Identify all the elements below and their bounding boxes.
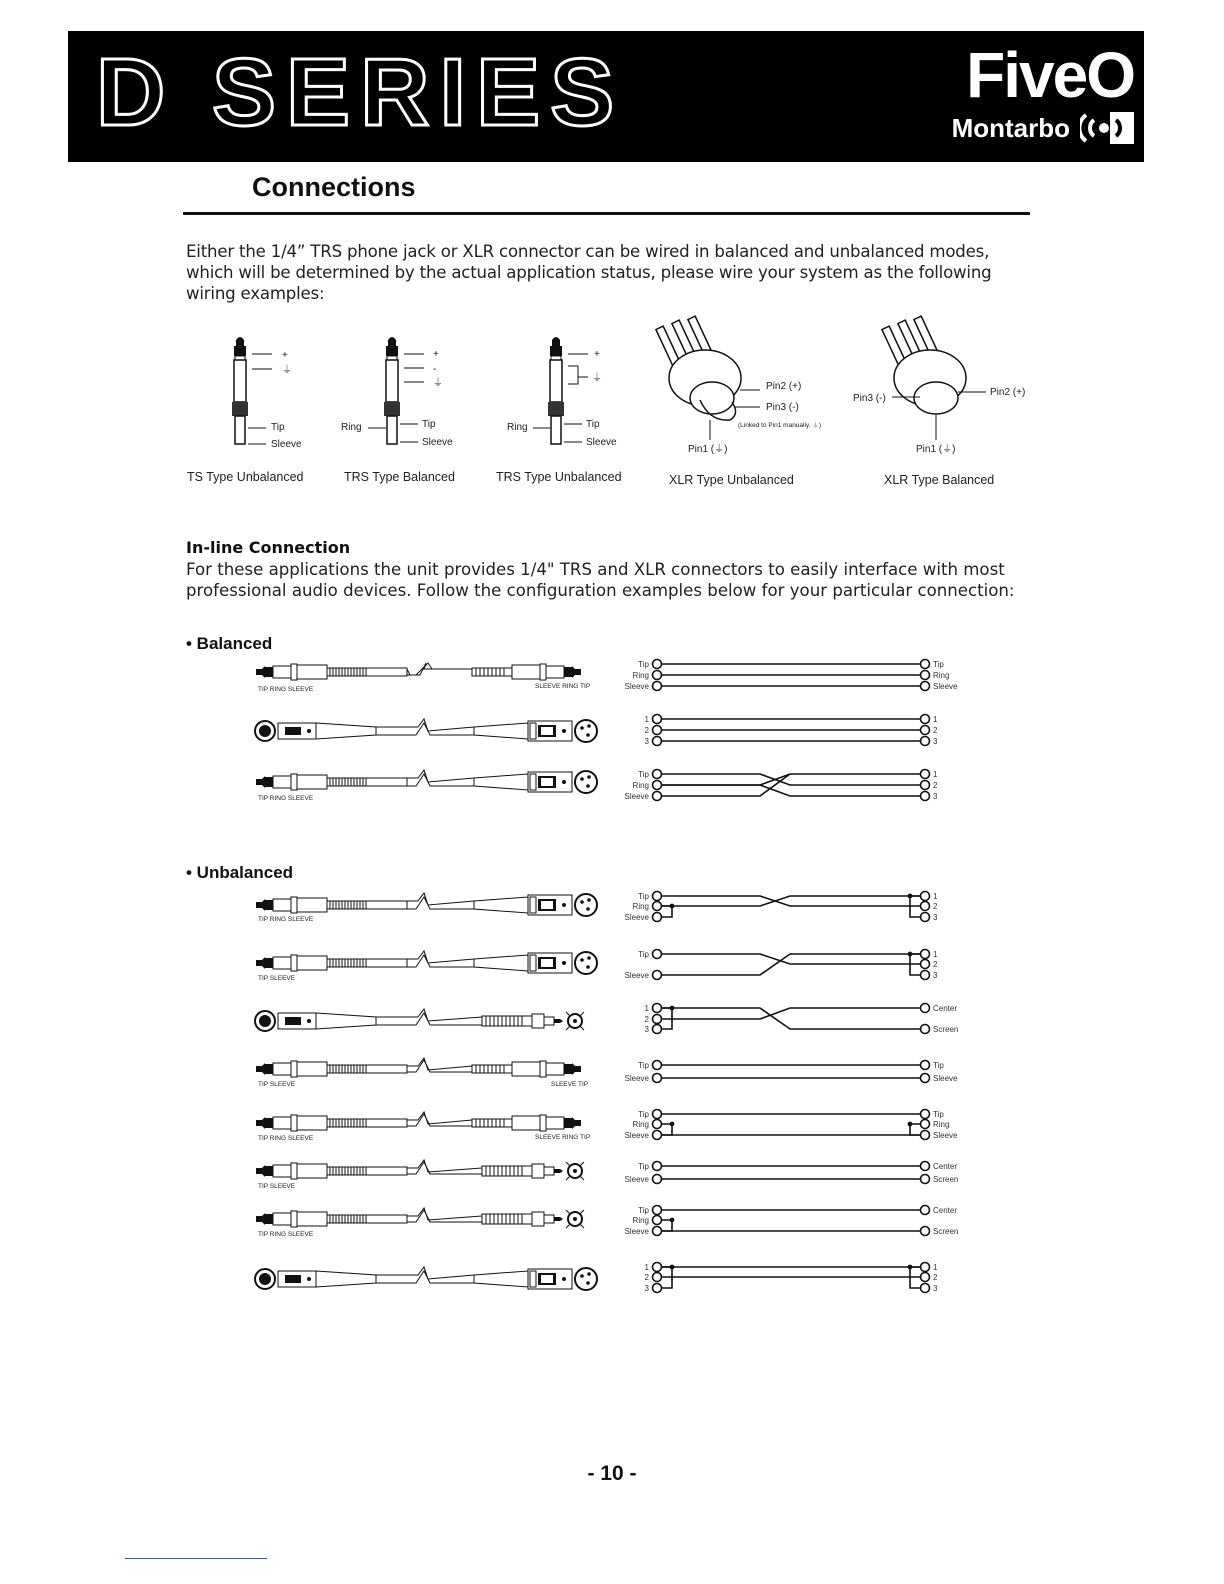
bal3-left-node	[653, 781, 662, 790]
footer-line	[125, 1558, 267, 1559]
trsb-sleeve-label: Sleeve	[422, 437, 453, 448]
unb1-left-label: TIP RING SLEEVE	[258, 916, 314, 923]
series-title: D SERIES	[96, 39, 625, 146]
balanced-heading: • Balanced	[186, 634, 273, 653]
unb8-left-node	[653, 1263, 662, 1272]
unbal-cable-trs-rca	[256, 1208, 584, 1238]
unbal-cable-ts-xlr	[256, 951, 597, 982]
bal1-right-node	[921, 682, 930, 691]
bal1-left-label: Sleeve	[624, 682, 649, 691]
bal2-right-label: 1	[933, 715, 938, 724]
unb5-right-label: Sleeve	[933, 1131, 958, 1140]
unb4-right-node	[921, 1074, 930, 1083]
bal1-left-node	[653, 682, 662, 691]
unb8-right-node	[921, 1263, 930, 1272]
solder-dot	[670, 1218, 675, 1223]
unb1-right-label: 2	[933, 902, 938, 911]
bal3-left-label: Tip	[638, 770, 649, 779]
balanced-cable-xlr-xlr	[255, 719, 597, 742]
unb8-right-node	[921, 1273, 930, 1282]
unb4-left-label: Sleeve	[624, 1074, 649, 1083]
bal2-left-label: 2	[644, 726, 649, 735]
unb2-left-node	[653, 971, 662, 980]
unb1-left-label: Ring	[632, 902, 649, 911]
unbal-cable-ts-rca	[256, 1160, 584, 1190]
bal1-right-label: Ring	[933, 671, 950, 680]
balanced-cable-trs-trs	[256, 663, 590, 693]
unb1-left-label: Tip	[638, 892, 649, 901]
unb3-right-label: Center	[933, 1004, 958, 1013]
unb1-right-node	[921, 892, 930, 901]
bal3-left-label: TIP RING SLEEVE	[258, 795, 314, 802]
wire	[662, 954, 921, 964]
solder-dot	[670, 1006, 675, 1011]
unb1-right-node	[921, 913, 930, 922]
inline-connection-heading: In-line Connection	[186, 538, 351, 557]
unb8-left-node	[653, 1284, 662, 1293]
bal2-right-node	[921, 715, 930, 724]
unb1-left-node	[653, 902, 662, 911]
unb4-right-label: SLEEVE TIP	[551, 1081, 589, 1088]
trsb-tip-label: Tip	[422, 419, 436, 430]
unb4-right-node	[921, 1061, 930, 1070]
bal2-left-label: 3	[644, 737, 649, 746]
ts-plus-label: +	[282, 350, 288, 361]
unb2b-right-label: 1	[933, 950, 938, 959]
bal3-left-label: Sleeve	[624, 792, 649, 801]
unb7-left-node	[653, 1216, 662, 1225]
unb5-left-label: Sleeve	[624, 1131, 649, 1140]
xlr-balanced-caption: XLR Type Balanced	[884, 473, 995, 487]
unb7-left-label: Tip	[638, 1206, 649, 1215]
bal1-left-label: Ring	[632, 671, 649, 680]
unb8-right-label: 2	[933, 1273, 938, 1282]
unb4-left-node	[653, 1074, 662, 1083]
unb1-right-label: 3	[933, 913, 938, 922]
ts-ground-symbol: ⏚	[282, 365, 292, 376]
bal2-right-node	[921, 726, 930, 735]
unb4-right-label: Sleeve	[933, 1074, 958, 1083]
unb3-right-node	[921, 1004, 930, 1013]
wire	[662, 896, 921, 906]
unb5-left-node	[653, 1120, 662, 1129]
unb1-left-label: Sleeve	[624, 913, 649, 922]
unb3-left-node	[653, 1004, 662, 1013]
trsu-ring-label: Ring	[507, 422, 528, 433]
brand-name: FiveO	[966, 39, 1134, 111]
unb1-right-label: 1	[933, 892, 938, 901]
wire	[662, 774, 921, 785]
unb6-right-node	[921, 1175, 930, 1184]
bal3-right-label: 1	[933, 770, 938, 779]
unb4-left-label: Tip	[638, 1061, 649, 1070]
unb8-left-label: 1	[644, 1263, 649, 1272]
unb5-right-node	[921, 1131, 930, 1140]
xlr-unbalanced-caption: XLR Type Unbalanced	[669, 473, 794, 487]
brand-subname: Montarbo	[951, 112, 1070, 143]
unb6-left-node	[653, 1162, 662, 1171]
unb5-left-node	[653, 1131, 662, 1140]
unb5-left-label: TIP RING SLEEVE	[258, 1135, 314, 1142]
unb2-left-node	[653, 950, 662, 959]
unb3-left-node	[653, 1025, 662, 1034]
trs-unbalanced-caption: TRS Type Unbalanced	[496, 470, 622, 484]
solder-dot	[908, 1122, 913, 1127]
bal3-left-label: Ring	[632, 781, 649, 790]
unb2-left-label: Sleeve	[624, 971, 649, 980]
trsb-ring-label: Ring	[341, 422, 362, 433]
unb4-left-label: TIP SLEEVE	[258, 1081, 296, 1088]
trs-balanced-caption: TRS Type Balanced	[344, 470, 455, 484]
bal2-left-label: 1	[644, 715, 649, 724]
bal1-left-label: TIP RING SLEEVE	[258, 686, 314, 693]
trsu-tip-label: Tip	[586, 419, 600, 430]
bal2-left-node	[653, 715, 662, 724]
bal1-right-label: SLEEVE RING TIP	[535, 683, 591, 690]
unb8-right-label: 3	[933, 1284, 938, 1293]
ts-sleeve-label: Sleeve	[271, 439, 302, 450]
bal2-right-label: 3	[933, 737, 938, 746]
solder-dot	[908, 952, 913, 957]
trsb-ground-symbol: ⏚	[433, 378, 443, 389]
bal1-left-node	[653, 660, 662, 669]
xlrb-pin3-label: Pin3 (-)	[853, 393, 886, 404]
trsb-minus-label: -	[433, 364, 437, 375]
bal3-right-label: 3	[933, 792, 938, 801]
trsu-sleeve-label: Sleeve	[586, 437, 617, 448]
unb7-left-label: Sleeve	[624, 1227, 649, 1236]
bal3-right-node	[921, 781, 930, 790]
unb2b-right-node	[921, 950, 930, 959]
xlru-pin2-label: Pin2 (+)	[766, 381, 802, 392]
solder-dot	[908, 894, 913, 899]
bal3-left-node	[653, 792, 662, 801]
unb3-right-node	[921, 1025, 930, 1034]
bal3-right-node	[921, 770, 930, 779]
xlrb-pin1-text: Pin1 (⏚)	[916, 444, 956, 455]
bal2-right-label: 2	[933, 726, 938, 735]
unb5-right-label: Tip	[933, 1110, 944, 1119]
unb8-left-label: 2	[644, 1273, 649, 1282]
xlru-pin3-label: Pin3 (-)	[766, 402, 799, 413]
unb5-right-label: SLEEVE RING TIP	[535, 1134, 591, 1141]
unb5-left-node	[653, 1110, 662, 1119]
wire	[662, 896, 921, 906]
unbal-cable-ts-ts	[256, 1058, 588, 1088]
bal1-left-label: Tip	[638, 660, 649, 669]
wire	[662, 1008, 921, 1019]
bal3-right-label: 2	[933, 781, 938, 790]
solder-dot	[670, 904, 675, 909]
unb5-left-label: Ring	[632, 1120, 649, 1129]
unb5-right-label: Ring	[933, 1120, 950, 1129]
unb3-left-node	[653, 1015, 662, 1024]
unb3-left-label: 1	[644, 1004, 649, 1013]
unbal-cable-trs-trs	[256, 1112, 590, 1142]
xlru-note-text: (Linked to Pin1 manually. ⏚)	[738, 422, 821, 429]
unb4-right-label: Tip	[933, 1061, 944, 1070]
unb2b-right-node	[921, 960, 930, 969]
unb1-right-node	[921, 902, 930, 911]
unb6-right-node	[921, 1162, 930, 1171]
wiring-schematics	[625, 660, 959, 1294]
unb6-left-label: TIP SLEEVE	[258, 1183, 296, 1190]
unb7-left-label: Ring	[632, 1216, 649, 1225]
bal1-right-node	[921, 671, 930, 680]
balanced-cable-trs-xlr	[256, 770, 597, 802]
bal1-right-label: Tip	[933, 660, 944, 669]
unb6-left-label: Sleeve	[624, 1175, 649, 1184]
unb5-right-node	[921, 1120, 930, 1129]
ts-unbalanced-caption: TS Type Unbalanced	[187, 470, 304, 484]
unb3-right-label: Screen	[933, 1025, 959, 1034]
unb7-left-node	[653, 1206, 662, 1215]
bal1-right-label: Sleeve	[933, 682, 958, 691]
bal3-left-node	[653, 770, 662, 779]
unb8-left-node	[653, 1273, 662, 1282]
bal3-right-node	[921, 792, 930, 801]
unb2-left-label: TIP SLEEVE	[258, 975, 296, 982]
unb3-left-label: 3	[644, 1025, 649, 1034]
xlru-pin1-text: Pin1 (⏚)	[688, 444, 728, 455]
unb1-left-node	[653, 913, 662, 922]
unb5-left-label: Tip	[638, 1110, 649, 1119]
unb8-left-label: 3	[644, 1284, 649, 1293]
unb7-left-node	[653, 1227, 662, 1236]
unbal-cable-xlr-rca	[255, 1009, 584, 1031]
unb6-left-label: Tip	[638, 1162, 649, 1171]
unb8-right-label: 1	[933, 1263, 938, 1272]
intro-paragraph: Either the 1/4” TRS phone jack or XLR connector can be wired in balanced and unbalanced modes, which will be determined by the actual application status, please wire your system as the following wiring examples:	[186, 242, 992, 303]
unb7-right-node	[921, 1227, 930, 1236]
unb2b-right-node	[921, 971, 930, 980]
unb6-right-label: Center	[933, 1162, 958, 1171]
solder-dot	[670, 1265, 675, 1270]
unb3-left-label: 2	[644, 1015, 649, 1024]
unb1-left-node	[653, 892, 662, 901]
bal2-left-node	[653, 726, 662, 735]
unb6-left-node	[653, 1175, 662, 1184]
unb7-right-node	[921, 1206, 930, 1215]
bal2-right-node	[921, 737, 930, 746]
bal1-left-node	[653, 671, 662, 680]
unb4-left-node	[653, 1061, 662, 1070]
page-number: - 10 -	[587, 1462, 637, 1485]
unb7-left-label: TIP RING SLEEVE	[258, 1231, 314, 1238]
unb2b-right-label: 3	[933, 971, 938, 980]
unb2b-right-label: 2	[933, 960, 938, 969]
xlrb-pin2-label: Pin2 (+)	[990, 387, 1026, 398]
wire	[662, 774, 921, 785]
section-title: Connections	[252, 172, 416, 202]
unb6-right-label: Screen	[933, 1175, 959, 1184]
unb5-right-node	[921, 1110, 930, 1119]
trsu-plus-label: +	[594, 349, 600, 360]
wire	[662, 785, 921, 796]
bal2-left-node	[653, 737, 662, 746]
unbal-cable-xlr-xlr	[255, 1267, 597, 1290]
ts-tip-label: Tip	[271, 422, 285, 433]
inline-connection-text: For these applications the unit provides 1/4" TRS and XLR connectors to easily interface with most professional audio devices. Follow the configuration examples below for your particular connection:	[186, 560, 1015, 600]
solder-dot	[908, 1265, 913, 1270]
bal1-right-node	[921, 660, 930, 669]
unb7-right-label: Center	[933, 1206, 958, 1215]
unbalanced-heading: • Unbalanced	[186, 863, 294, 882]
unbal-cable-trs-xlr	[256, 893, 597, 923]
unb2-left-label: Tip	[638, 950, 649, 959]
trsb-plus-label: +	[433, 349, 439, 360]
trsu-ground-symbol: ⏚	[592, 373, 602, 384]
unb7-right-label: Screen	[933, 1227, 959, 1236]
solder-dot	[670, 1122, 675, 1127]
unb8-right-node	[921, 1284, 930, 1293]
